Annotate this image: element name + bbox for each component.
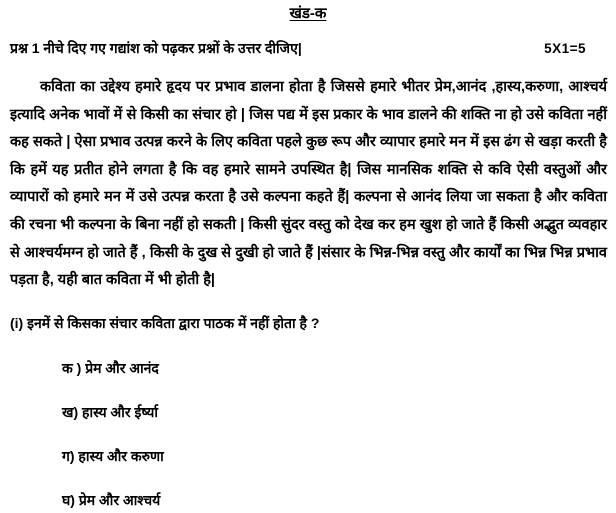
option-gha: घ) प्रेम और आश्चर्य <box>62 492 161 508</box>
option-ga: ग) हास्य और करुणा <box>62 448 164 464</box>
section-heading: खंड-क <box>289 5 327 22</box>
question-instruction: प्रश्न 1 नीचे दिए गए गद्यांश को पढ़कर प्रश्नों के उत्तर दीजिए| <box>10 40 302 56</box>
reading-passage: कविता का उद्देश्य हमारे हृदय पर प्रभाव डालना होता है जिससे हमारे भीतर प्रेम,आनंद ,हास्य,करुणा, आश्चर्य इत्यादि अनेक भावों में से किसी का संचार हो | जिस पद्य में इस प्रकार के भाव डालने की शक्ति ना हो उसे कविता नहीं कह सकते | ऐसा प्रभाव उत्पन्न करने के लिए कविता पहले कुछ रूप और व्यापार हमारे मन में इस ढंग से खड़ा करती है कि हमें यह प्रतीत होने लगता है कि वह हमारे सामने उपस्थित है| जिस मानसिक शक्ति से कवि ऐसी वस्तुओं और व्यापारों को हमारे मन में उसे उत्पन्न करता है उसे कल्पना कहते हैं| कल्पना से आनंद लिया जा सकता है और कविता की रचना भी कल्पना के बिना नहीं हो सकती | किसी सुंदर वस्तु को देख कर हम खुश हो जाते हैं किसी अद्भुत व्यवहार से आश्चर्यमग्न हो जाते हैं , किसी के दुख से दुखी हो जाते हैं |संसार के भिन्न-भिन्न वस्तु और कार्यों का भिन्न भिन्न प्रभाव पड़ता है, यही बात कविता में भी होती है| <box>10 79 607 289</box>
options-list <box>62 358 164 513</box>
sub-question-i: (i) इनमें से किसका संचार कविता द्वारा पाठक में नहीं होता है ? <box>10 315 320 331</box>
question-header <box>10 39 616 58</box>
option-kha: ख) हास्य और ईर्ष्या <box>62 404 159 420</box>
marks-label: 5X1=5 <box>544 41 586 56</box>
option-ka: क ) प्रेम और आनंद <box>62 360 159 376</box>
